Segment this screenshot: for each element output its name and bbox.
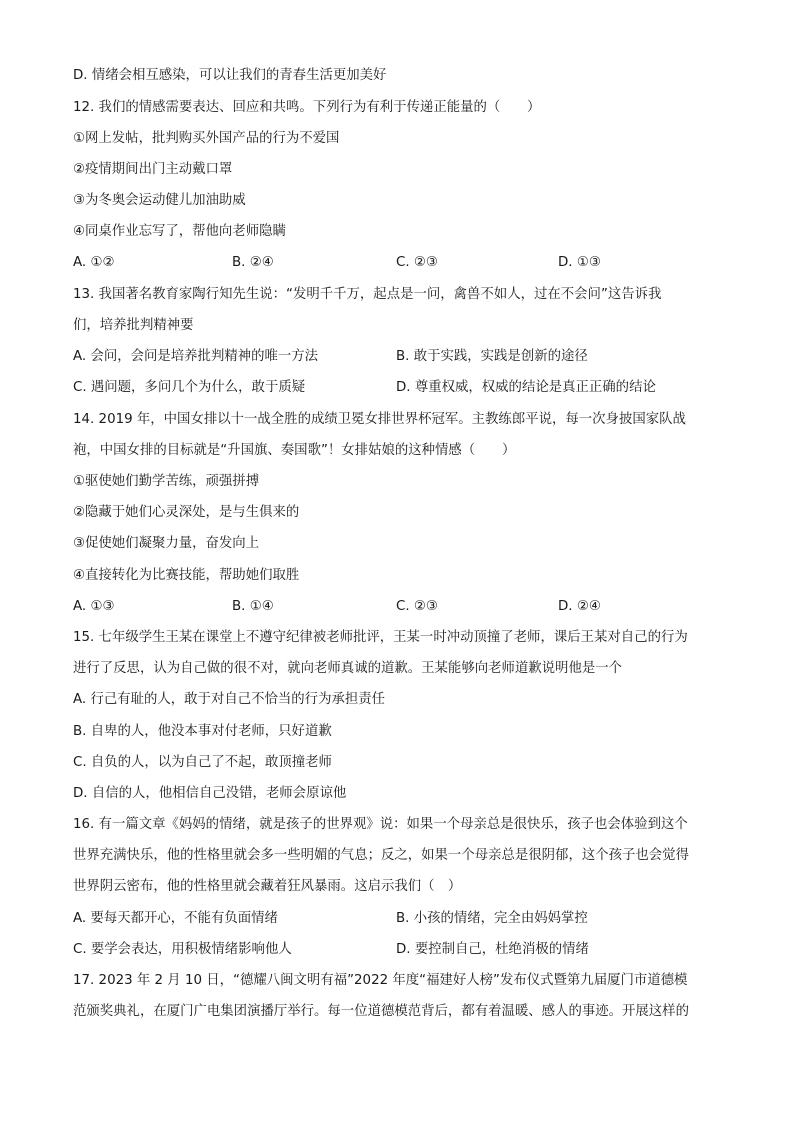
q14-item-3: ③促使她们凝聚力量，奋发向上	[73, 536, 260, 551]
q13-option-b[interactable]: B. 敢于实践，实践是创新的途径	[396, 349, 588, 364]
q16-option-b[interactable]: B. 小孩的情绪，完全由妈妈掌控	[396, 911, 588, 926]
q16-stem-line-3: 世界阴云密布，他的性格里就会藏着狂风暴雨。这启示我们（ ）	[73, 879, 462, 894]
q12-option-b[interactable]: B. ②④	[232, 255, 274, 270]
q12-option-d[interactable]: D. ①③	[558, 255, 601, 270]
q12-item-4: ④同桌作业忘写了，帮他向老师隐瞒	[73, 224, 286, 239]
q14-option-d[interactable]: D. ②④	[558, 599, 601, 614]
q14-stem-line-2: 袍，中国女排的目标就是“升国旗、奏国歌”！女排姑娘的这种情感（ ）	[73, 443, 516, 458]
q14-item-1: ①驱使她们勤学苦练，顽强拼搏	[73, 474, 260, 489]
q14-item-2: ②隐藏于她们心灵深处，是与生俱来的	[73, 505, 300, 520]
q13-option-d[interactable]: D. 尊重权威，权威的结论是真正正确的结论	[396, 380, 656, 395]
q16-option-a[interactable]: A. 要每天都开心，不能有负面情绪	[73, 911, 278, 926]
q13-option-a[interactable]: A. 会问，会问是培养批判精神的唯一方法	[73, 349, 319, 364]
q16-option-d[interactable]: D. 要控制自己，杜绝消极的情绪	[396, 942, 589, 957]
q12-option-c[interactable]: C. ②③	[396, 255, 438, 270]
q16-stem-line-1: 16. 有一篇文章《妈妈的情绪，就是孩子的世界观》说：如果一个母亲总是很快乐，孩子也会体验到这个	[73, 817, 688, 832]
prev-option-d: D. 情绪会相互感染，可以让我们的青春生活更加美好	[73, 68, 387, 83]
q15-stem-line-1: 15. 七年级学生王某在课堂上不遵守纪律被老师批评，王某一时冲动顶撞了老师，课后王某对自己的行为	[73, 630, 688, 645]
q16-stem-line-2: 世界充满快乐，他的性格里就会多一些明媚的气息；反之，如果一个母亲总是很阴郁，这个孩子也会觉得	[73, 848, 689, 863]
q14-option-b[interactable]: B. ①④	[232, 599, 274, 614]
q15-option-c[interactable]: C. 自负的人，以为自己了不起，敢顶撞老师	[73, 755, 332, 770]
q13-stem-line-1: 13. 我国著名教育家陶行知先生说：“发明千千万，起点是一问，禽兽不如人，过在不会问”这告诉我	[73, 287, 662, 302]
q12-option-a[interactable]: A. ①②	[73, 255, 115, 270]
q12-item-2: ②疫情期间出门主动戴口罩	[73, 162, 233, 177]
q13-option-c[interactable]: C. 遇问题，多问几个为什么，敢于质疑	[73, 380, 306, 395]
q13-stem-line-2: 们，培养批判精神要	[73, 318, 194, 333]
q14-option-a[interactable]: A. ①③	[73, 599, 115, 614]
q15-stem-line-2: 进行了反思，认为自己做的很不对，就向老师真诚的道歉。王某能够向老师道歉说明他是一个	[73, 661, 623, 676]
q12-stem: 12. 我们的情感需要表达、回应和共鸣。下列行为有利于传递正能量的（ ）	[73, 100, 541, 115]
q14-stem-line-1: 14. 2019 年，中国女排以十一战全胜的成绩卫冕女排世界杯冠军。主教练郎平说，每一次身披国家队战	[73, 412, 686, 427]
q14-option-c[interactable]: C. ②③	[396, 599, 438, 614]
q15-option-b[interactable]: B. 自卑的人，他没本事对付老师，只好道歉	[73, 724, 332, 739]
q16-option-c[interactable]: C. 要学会表达，用积极情绪影响他人	[73, 942, 292, 957]
q12-item-3: ③为冬奥会运动健儿加油助威	[73, 193, 246, 208]
q15-option-d[interactable]: D. 自信的人，他相信自己没错，老师会原谅他	[73, 786, 347, 801]
q17-stem-line-2: 范颁奖典礼，在厦门广电集团演播厅举行。每一位道德模范背后，都有着温暖、感人的事迹。开展这样的	[73, 1004, 689, 1019]
q15-option-a[interactable]: A. 行己有耻的人，敢于对自己不恰当的行为承担责任	[73, 692, 386, 707]
q17-stem-line-1: 17. 2023 年 2 月 10 日，“德耀八闽文明有福”2022 年度“福建好人榜”发布仪式暨第九届厦门市道德模	[73, 973, 688, 988]
q12-item-1: ①网上发帖，批判购买外国产品的行为不爱国	[73, 131, 340, 146]
q14-item-4: ④直接转化为比赛技能，帮助她们取胜	[73, 568, 300, 583]
